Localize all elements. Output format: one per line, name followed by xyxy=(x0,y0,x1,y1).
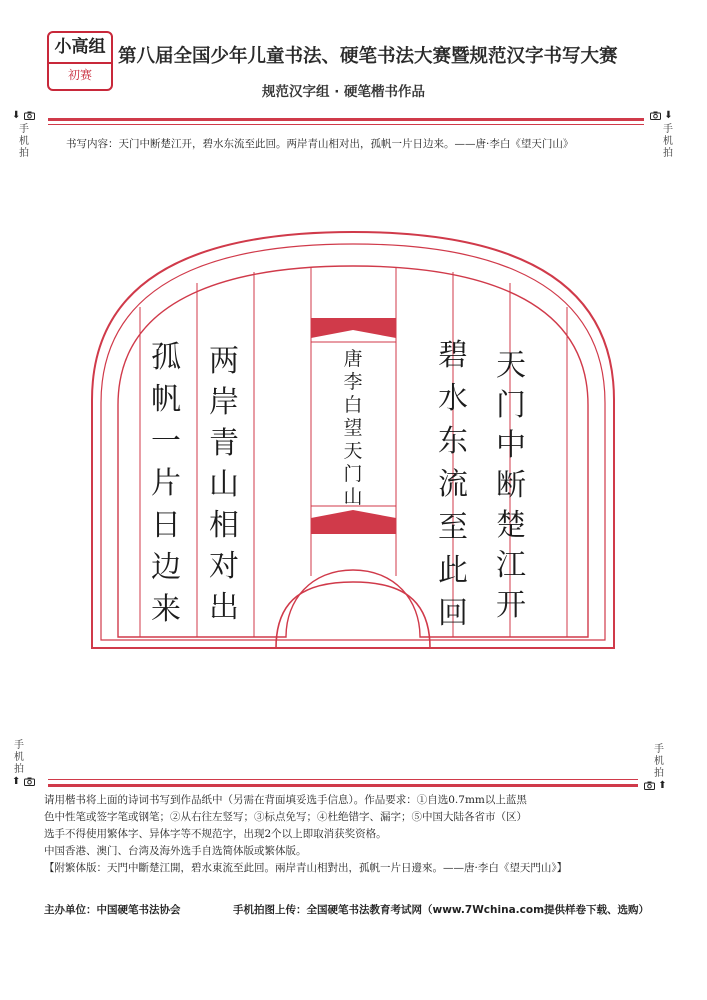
calligraphy-char: 回 xyxy=(438,596,468,631)
instruction-line-4: 中国香港、澳门、台湾及海外选手自选简体版或繁体版。 xyxy=(44,845,307,857)
calligraphy-char: 片 xyxy=(151,466,181,501)
calligraphy-char: 一 xyxy=(151,424,181,459)
arrow-down-icon: ⬇ xyxy=(664,110,673,121)
instruction-line-2: 色中性笔或签字笔或钢笔；②从右往左竖写；③标点免写；④杜绝错字、漏字；⑤中国大陆各省市（区） xyxy=(44,811,527,823)
calligraphy-char: 江 xyxy=(496,548,526,583)
bottom-rule-thin xyxy=(48,779,638,780)
calligraphy-char: 边 xyxy=(151,550,181,585)
instruction-line-5: 【附繁体版：天門中斷楚江開，碧水東流至此回。兩岸青山相對出，孤帆一片日邊來。——唐·李白《望天門山》】 xyxy=(44,862,568,874)
calligraphy-char: 此 xyxy=(438,553,468,588)
calligraphy-char: 山 xyxy=(343,486,363,508)
calligraphy-char: 开 xyxy=(496,588,526,623)
calligraphy-char: 碧 xyxy=(438,338,468,373)
arrow-up-icon: ⬆ xyxy=(12,776,21,787)
camera-icon xyxy=(24,777,35,786)
instruction-line-3: 选手不得使用繁体字、异体字等不规范字，出现2个以上即取消获奖资格。 xyxy=(44,828,387,840)
bottom-left-camera-mark xyxy=(12,776,35,787)
calligraphy-char: 楚 xyxy=(496,508,526,543)
calligraphy-char: 帆 xyxy=(151,382,181,417)
bottom-rule-thick xyxy=(48,784,638,787)
calligraphy-char: 岸 xyxy=(209,385,239,420)
calligraphy-char: 对 xyxy=(209,549,239,584)
bottom-right-caption: 手机拍 xyxy=(654,744,664,779)
page-title: 第八届全国少年儿童书法、硬笔书法大赛暨规范汉字书写大赛 xyxy=(118,46,618,67)
calligraphy-char: 出 xyxy=(209,590,239,625)
badge-stage-label: 初赛 xyxy=(67,68,92,82)
calligraphy-char: 两 xyxy=(209,344,239,379)
calligraphy-char: 相 xyxy=(209,508,239,543)
calligraphy-char: 断 xyxy=(496,468,526,503)
calligraphy-char: 水 xyxy=(438,381,468,416)
badge-group-label: 小高组 xyxy=(49,33,111,64)
calligraphy-char: 日 xyxy=(151,508,181,543)
top-left-caption: 手机拍 xyxy=(19,124,29,159)
calligraphy-char: 山 xyxy=(209,467,239,502)
page-subtitle: 规范汉字组 · 硬笔楷书作品 xyxy=(262,84,426,100)
calligraphy-char: 白 xyxy=(343,394,363,416)
bottom-left-caption: 手机拍 xyxy=(14,740,24,775)
arrow-up-icon: ⬆ xyxy=(658,780,667,791)
calligraphy-char: 来 xyxy=(151,592,181,627)
calligraphy-char: 流 xyxy=(438,467,468,502)
calligraphy-char: 李 xyxy=(343,371,363,393)
calligraphy-char: 中 xyxy=(496,428,526,463)
upload-info: 手机拍图上传：全国硬笔书法教育考试网（www.7Wchina.com提供样卷下载、选购） xyxy=(233,904,650,916)
calligraphy-char: 门 xyxy=(343,463,363,485)
arrow-down-icon: ⬇ xyxy=(12,110,21,121)
calligraphy-char: 青 xyxy=(209,426,239,461)
bottom-right-camera-mark xyxy=(644,780,667,791)
calligraphy-char: 至 xyxy=(438,510,468,545)
writing-content: 书写内容：天门中断楚江开，碧水东流至此回。两岸青山相对出，孤帆一片日边来。——唐·李白《望天门山》 xyxy=(66,138,574,150)
instruction-line-1: 请用楷书将上面的诗词书写到作品纸中（另需在背面填妥选手信息）。作品要求：①自选0.7mm以上蓝黑 xyxy=(44,794,527,806)
top-right-caption: 手机拍 xyxy=(663,124,673,159)
camera-icon xyxy=(644,781,655,790)
calligraphy-char: 望 xyxy=(343,417,363,439)
calligraphy-char: 天 xyxy=(343,440,363,462)
calligraphy-char: 东 xyxy=(438,424,468,459)
calligraphy-char: 唐 xyxy=(343,348,363,370)
calligraphy-char: 门 xyxy=(496,388,526,423)
calligraphy-char: 孤 xyxy=(151,340,181,375)
organizer-label: 主办单位：中国硬笔书法协会 xyxy=(44,904,181,916)
calligraphy-char: 天 xyxy=(496,348,526,383)
instructions xyxy=(44,792,644,877)
